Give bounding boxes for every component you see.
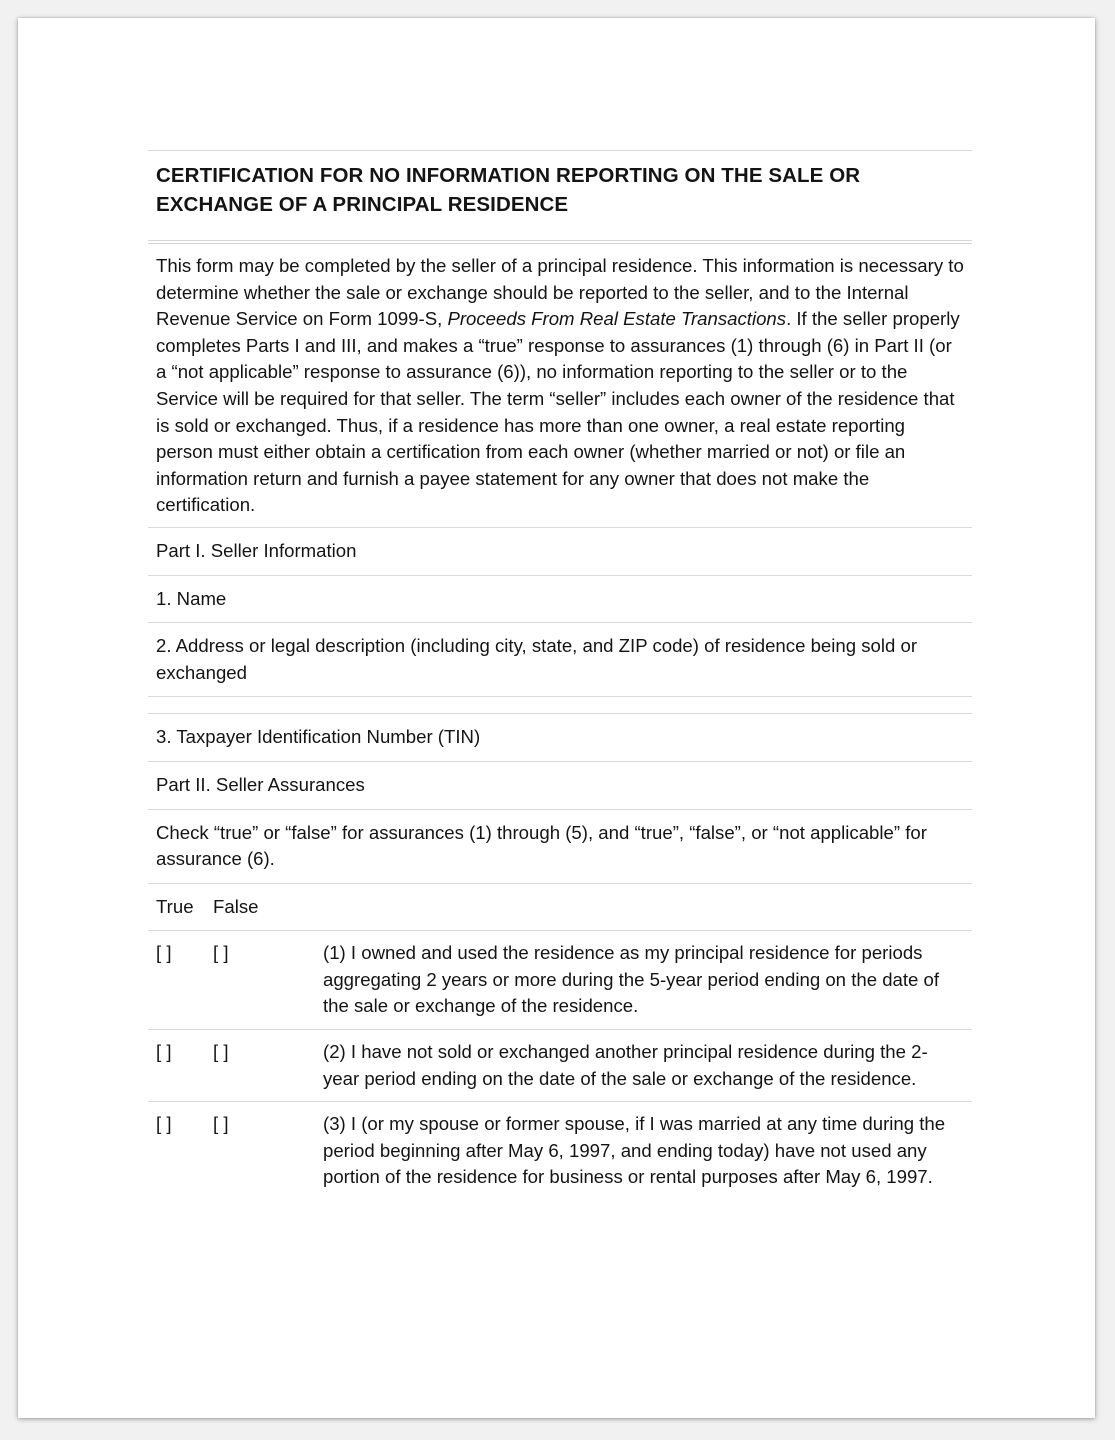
intro-paragraph xyxy=(148,244,972,528)
assurance-3-true-checkbox[interactable]: [ ] xyxy=(156,1113,172,1135)
assurance-1-true-checkbox[interactable]: [ ] xyxy=(156,942,172,964)
intro-text-part1: This form may be completed by the seller of a principal residence. This information is necessary to determine whether the sale or exchange should be reported to the seller, and to the Internal Revenue Service on Form 1099-S, xyxy=(156,255,964,330)
part1-heading: Part I. Seller Information xyxy=(148,528,972,576)
assurance-row-1 xyxy=(148,931,972,1030)
assurance-1-false-checkbox[interactable]: [ ] xyxy=(213,942,229,964)
title-block xyxy=(148,151,972,240)
form-title: CERTIFICATION FOR NO INFORMATION REPORTING ON THE SALE OR EXCHANGE OF A PRINCIPAL RESIDENCE xyxy=(156,164,861,216)
column-true-label: True xyxy=(156,895,194,917)
assurance-row-3 xyxy=(148,1102,972,1200)
part2-instructions: Check “true” or “false” for assurances (1) through (5), and “true”, “false”, or “not applicable” for assurance (6). xyxy=(148,810,972,884)
assurance-2-true-checkbox[interactable]: [ ] xyxy=(156,1041,172,1063)
intro-text-part2: . If the seller properly completes Parts I and III, and makes a “true” response to assurances (1) through (6) in Part II (or a “not applicable” response to assurance (6)), no information reporting to the seller or to the Service will be required for that seller. The term “seller” includes each owner of the residence that is sold or exchanged. Thus, if a residence has more than one owner, a real estate reporting person must either obtain a certification from each owner (whether married or not) or file an information return and furnish a payee statement for any owner that does not make the certification. xyxy=(156,308,960,516)
column-false-label: False xyxy=(213,895,259,917)
seller-name-field[interactable]: 1. Name xyxy=(148,576,972,624)
assurance-2-false-checkbox[interactable]: [ ] xyxy=(213,1041,229,1063)
residence-address-field[interactable]: 2. Address or legal description (including city, state, and ZIP code) of residence being sold or exchanged xyxy=(148,623,972,697)
address-blank-line[interactable] xyxy=(148,697,972,714)
assurance-1-text: (1) I owned and used the residence as my principal residence for periods aggregating 2 years or more during the 5-year period ending on the date of the sale or exchange of the residence. xyxy=(323,942,940,1017)
document-page xyxy=(18,18,1095,1418)
intro-form-name: Proceeds From Real Estate Transactions xyxy=(447,308,787,330)
part2-heading: Part II. Seller Assurances xyxy=(148,762,972,810)
assurance-3-text: (3) I (or my spouse or former spouse, if I was married at any time during the period beginning after May 6, 1997, and ending today) have not used any portion of the residence for business or rental purposes after May 6, 1997. xyxy=(323,1113,946,1188)
assurance-2-text: (2) I have not sold or exchanged another principal residence during the 2-year period ending on the date of the sale or exchange of the residence. xyxy=(323,1041,928,1089)
assurance-3-false-checkbox[interactable]: [ ] xyxy=(213,1113,229,1135)
true-false-header xyxy=(148,884,972,932)
tin-field[interactable]: 3. Taxpayer Identification Number (TIN) xyxy=(148,714,972,762)
form-content xyxy=(148,150,972,1200)
assurance-row-2 xyxy=(148,1030,972,1102)
